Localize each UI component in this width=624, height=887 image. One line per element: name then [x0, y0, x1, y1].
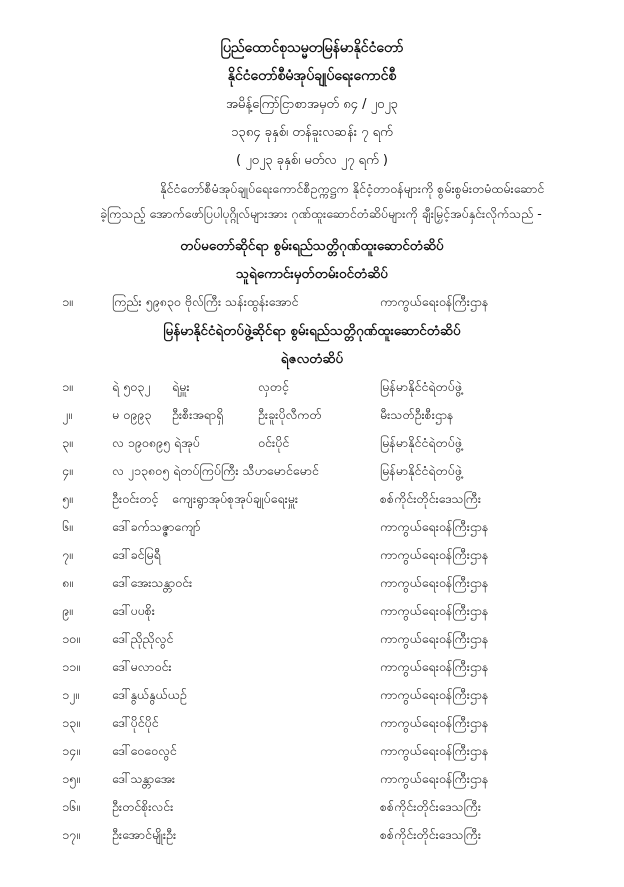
row-name: ဝင်းပိုင် [258, 435, 290, 450]
row-service-number: လ ၁၉၀၈၉၅ ရဲအုပ် [112, 435, 200, 450]
table-row [0, 435, 624, 457]
row-number: ၁။ [62, 379, 73, 394]
row-number: ၁၂။ [62, 687, 79, 702]
row-name: ဒေါ်သန္တာအေး [112, 771, 176, 786]
row-department: ကာကွယ်ရေးဝန်ကြီးဌာန [380, 659, 489, 674]
row-department: ကာကွယ်ရေးဝန်ကြီးဌာန [380, 575, 489, 590]
table-row [0, 659, 624, 681]
row-name: ဒေါ်အေးသန္တာဝင်း [112, 575, 193, 590]
myanmar-date: ၁၃၈၄ ခုနှစ်၊ တန်ခူးလဆန်း ၇ ရက် [231, 125, 393, 140]
row-number: ၈။ [62, 575, 73, 590]
row-number: ၇။ [62, 547, 73, 562]
intro-paragraph [100, 176, 570, 226]
section2-subtitle: ရဲဇလတံဆိပ် [280, 351, 344, 367]
row-name: ဦးတင်စိုးလင်း [112, 799, 174, 814]
row-number: ၁၀။ [62, 631, 80, 646]
table-row [0, 519, 624, 541]
row-department: မီးသတ်ဦးစီးဌာန [380, 407, 454, 422]
section2-title: မြန်မာနိုင်ငံရဲတပ်ဖွဲ့ဆိုင်ရာ စွမ်းရည်သတ္တိဂုဏ်ထူးဆောင်တံဆိပ် [163, 323, 461, 339]
table-row [0, 379, 624, 401]
row-number: ၁၅။ [62, 771, 80, 786]
row-name: ကြည်း ၅၉၈၃၀ ဗိုလ်ကြီး သန်းထွန်းအောင် [112, 294, 299, 309]
row-number: ၁၃။ [62, 715, 80, 730]
row-service-number: မ ၀၉၉၃ [112, 407, 152, 422]
row-department: စစ်ကိုင်းတိုင်းဒေသကြီး [380, 491, 482, 506]
table-row [0, 687, 624, 709]
row-name: ဒေါ်ခင်မြရီ [112, 547, 161, 562]
gregorian-date: ( ၂၀၂၃ ခုနှစ်၊ မတ်လ ၂၇ ရက် ) [236, 153, 388, 168]
row-department: မြန်မာနိုင်ငံရဲတပ်ဖွဲ့ [380, 435, 462, 450]
table-row [0, 491, 624, 513]
table-row [0, 294, 624, 316]
table-row [0, 715, 624, 737]
intro-line2: ခဲ့ကြသည့် အောက်ဖော်ပြပါပုဂ္ဂိုလ်များအား ဂုဏ်ထူးဆောင်တံဆိပ်များကို ချီးမြှင့်အပ်နှင်းလိုက်သည် - [100, 206, 542, 221]
table-row [0, 771, 624, 793]
row-name: ဒေါ်ပိုင်ပိုင် [112, 715, 159, 730]
row-number: ၁၆။ [62, 799, 80, 814]
row-number: ၉။ [62, 603, 73, 618]
row-name: ဦးဝင်းတင့် [112, 491, 159, 506]
row-name: ဒေါ်မလာဝင်း [112, 659, 172, 674]
row-name: ဦးအောင်မျိုးဦး [112, 827, 177, 842]
row-number: ၅။ [62, 491, 73, 506]
table-row [0, 799, 624, 821]
table-row [0, 407, 624, 429]
table-row [0, 827, 624, 849]
intro-line1: နိုင်ငံတော်စီမံအုပ်ချုပ်ရေးကောင်စီဥက္ကဋ္ဌက နိုင်ငံ့တာဝန်များကို စွမ်းစွမ်းတမံထမ်းဆောင် [160, 181, 545, 196]
row-number: ၂။ [62, 407, 72, 422]
table-row [0, 743, 624, 765]
row-department: မြန်မာနိုင်ငံရဲတပ်ဖွဲ့ [380, 463, 462, 478]
row-department: မြန်မာနိုင်ငံရဲတပ်ဖွဲ့ [380, 379, 462, 394]
row-name: လှတင့် [258, 379, 289, 394]
table-row [0, 631, 624, 653]
section1-subtitle: သူရဲကောင်းမှတ်တမ်းဝင်တံဆိပ် [236, 266, 388, 282]
row-name: ဒေါ်ဝေဝေလွင် [112, 743, 177, 758]
row-department: ကာကွယ်ရေးဝန်ကြီးဌာန [380, 771, 489, 786]
row-service-number: လ ၂၁၃၈၀၅ ရဲတပ်ကြပ်ကြီး သီဟမောင်မောင် [112, 463, 319, 478]
row-number: ၄။ [62, 463, 73, 478]
row-number: ၁၁။ [62, 659, 80, 674]
row-name: ဒေါ်နွယ်နွယ်ယဉ် [112, 687, 187, 702]
row-department: ကာကွယ်ရေးဝန်ကြီးဌာန [380, 547, 489, 562]
row-name: ဒေါ်ခက်သဇ္ဇာကျော် [112, 519, 201, 534]
row-department: ကာကွယ်ရေးဝန်ကြီးဌာန [380, 294, 489, 309]
row-department: ကာကွယ်ရေးဝန်ကြီးဌာန [380, 519, 489, 534]
row-rank: ကျေးရွာအုပ်စုအုပ်ချုပ်ရေးမှူး [172, 491, 299, 506]
row-department: စစ်ကိုင်းတိုင်းဒေသကြီး [380, 827, 482, 842]
table-row [0, 547, 624, 569]
row-department: ကာကွယ်ရေးဝန်ကြီးဌာန [380, 687, 489, 702]
row-department: ကာကွယ်ရေးဝန်ကြီးဌာန [380, 631, 489, 646]
section1-title: တပ်မတော်ဆိုင်ရာ စွမ်းရည်သတ္တိဂုဏ်ထူးဆောင်တံဆိပ် [180, 238, 444, 254]
row-name: ဒေါ်ပပစိုး [112, 603, 155, 618]
row-number: ၆။ [62, 519, 73, 534]
row-department: ကာကွယ်ရေးဝန်ကြီးဌာန [380, 743, 489, 758]
table-row [0, 575, 624, 597]
row-rank: ဦးစီးအရာရှိ [172, 407, 224, 422]
table-row [0, 603, 624, 625]
row-rank: ရဲမှူး [172, 379, 190, 394]
row-name: ဦးခူးပိုလီကတ် [258, 407, 322, 422]
row-number: ၁၄။ [62, 743, 80, 758]
row-number: ၁၇။ [62, 827, 80, 842]
row-number: ၁။ [62, 294, 73, 309]
row-number: ၃။ [62, 435, 73, 450]
order-number: အမိန့်ကြော်ငြာစာအမှတ် ၈၄ / ၂၀၂၃ [226, 97, 398, 112]
row-department: စစ်ကိုင်းတိုင်းဒေသကြီး [380, 799, 482, 814]
row-service-number: ရဲ ၅၀၃၂ [112, 379, 151, 394]
header-line2: နိုင်ငံတော်စီမံအုပ်ချုပ်ရေးကောင်စီ [227, 68, 397, 84]
row-department: ကာကွယ်ရေးဝန်ကြီးဌာန [380, 603, 489, 618]
header-line1: ပြည်ထောင်စုသမ္မတမြန်မာနိုင်ငံတော် [220, 40, 404, 56]
row-name: ဒေါ်ညိုညိုလွင် [112, 631, 174, 646]
row-department: ကာကွယ်ရေးဝန်ကြီးဌာန [380, 715, 489, 730]
table-row [0, 463, 624, 485]
